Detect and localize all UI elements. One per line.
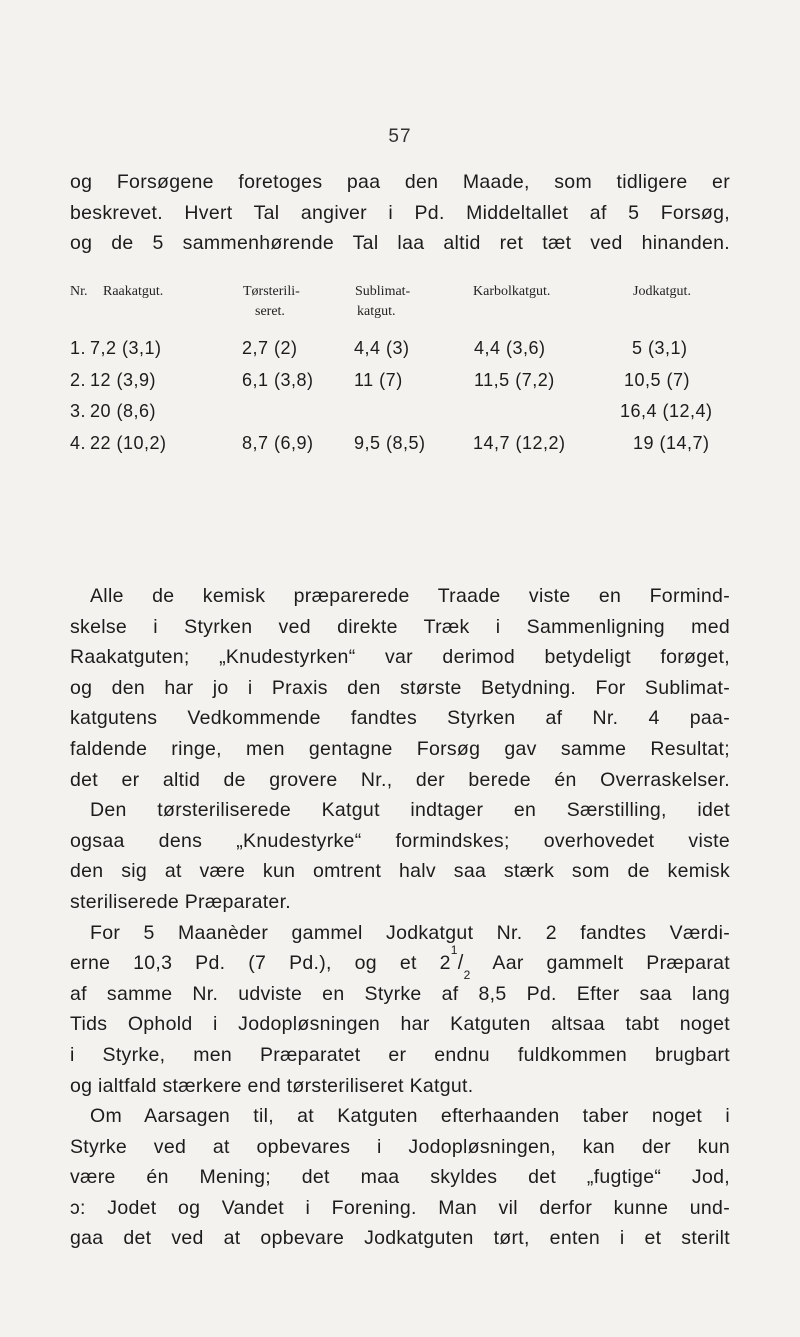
text-line [70, 856, 730, 887]
header-sublimatkatgut [355, 282, 410, 322]
header-torsteriliseret-line1: Tørsterili- [243, 284, 300, 299]
header-raakatgut [103, 282, 163, 302]
cell-jod: 10,5 (7) [624, 369, 691, 390]
text-line [70, 942, 730, 983]
text-line-content: Alle de kemisk præparerede Traade viste en Formind- [90, 585, 730, 607]
text-line [70, 642, 730, 673]
text-line [70, 1071, 730, 1102]
header-karbol-label: Karbolkatgut. [473, 284, 551, 299]
cell-nr: 3. [70, 401, 87, 421]
table-row [70, 433, 732, 465]
header-sublimat-line2: katgut. [357, 304, 396, 319]
text-line [70, 826, 730, 857]
text-line-content: i Styrke, men Præparatet er endnu fuldkommen brugbart [70, 1043, 730, 1066]
text-line-content: katgutens Vedkommende fandtes Styrken af Nr. 4 paa- [70, 707, 730, 730]
text-line-content: skelse i Styrken ved direkte Træk i Sammenligning med [70, 615, 730, 638]
cell-jod: 5 (3,1) [632, 338, 688, 358]
header-raakatgut-label: Raakatgut. [103, 284, 164, 299]
text-line-content: det er altid de grovere Nr., der berede én Overraskelser. [70, 768, 730, 791]
text-line-content: Styrke ved at opbevares i Jodopløsningen, kan der kun [70, 1135, 730, 1158]
text-line [70, 918, 730, 949]
text-line [70, 1223, 730, 1254]
cell-torsteriliseret: 2,7 (2) [242, 338, 298, 358]
text-line [70, 734, 730, 765]
text-line [70, 765, 730, 796]
cell-karbol: 14,7 (12,2) [473, 432, 566, 453]
text-line-content: være én Mening; det maa skyldes det „fugtige“ Jod, [70, 1166, 730, 1189]
text-line [70, 673, 730, 704]
cell-nr: 4. [70, 432, 87, 453]
cell-raakatgut: 12 (3,9) [90, 369, 157, 390]
fraction-denominator: 2 [463, 968, 471, 983]
text-line [70, 612, 730, 643]
text-line-content: og ialtfald stærkere end tørsteriliseret Katgut. [70, 1074, 474, 1097]
text-line [70, 795, 730, 826]
text-line [70, 979, 730, 1010]
header-jod-label: Jodkatgut. [633, 284, 691, 299]
header-jodkatgut [633, 282, 691, 302]
body-paragraphs [70, 581, 730, 1254]
fraction-slash: / [457, 952, 464, 975]
header-sublimat-line1: Sublimat- [355, 284, 411, 299]
header-torsteriliseret [243, 282, 300, 322]
text-line-content: Tids Ophold i Jodopløsningen har Katguten altsaa tabt noget [70, 1013, 730, 1036]
cell-sublimat: 4,4 (3) [354, 338, 410, 358]
text-line [70, 703, 730, 734]
table-row [70, 370, 732, 402]
text-line-content: ɔ: Jodet og Vandet i Forening. Man vil derfor kunne und- [70, 1196, 730, 1219]
text-line [70, 887, 730, 918]
text-line-content: og den har jo i Praxis den største Betydning. For Sublimat- [70, 676, 730, 699]
cell-sublimat: 11 (7) [354, 369, 403, 390]
cell-sublimat: 9,5 (8,5) [354, 432, 426, 453]
text-line: beskrevet. Hvert Tal angiver i Pd. Middeltallet af 5 Forsøg, [70, 201, 730, 224]
text-line-content: gaa det ved at opbevare Jodkatguten tørt, enten i et sterilt [70, 1227, 730, 1250]
cell-jod: 19 (14,7) [633, 432, 710, 453]
cell-torsteriliseret: 8,7 (6,9) [242, 432, 314, 453]
page-number: 57 [388, 126, 412, 147]
cell-torsteriliseret: 6,1 (3,8) [242, 369, 314, 390]
text-line-content: faldende ringe, men gentagne Forsøg gav samme Resultat; [70, 737, 730, 760]
cell-nr: 1. [70, 338, 87, 358]
text-line-content: den sig at være kun omtrent halv saa stærk som de kemisk [70, 860, 730, 883]
text-line-content: Den tørsteriliserede Katgut indtager en Særstilling, idet [90, 799, 730, 822]
table-row [70, 401, 732, 433]
table-row [70, 338, 732, 370]
intro-paragraph [70, 167, 730, 259]
text-line: og Forsøgene foretoges paa den Maade, som tidligere er [70, 171, 730, 193]
text-line-content: Raakatguten; „Knudestyrken“ var derimod betydeligt forøget, [70, 646, 730, 669]
text-line-content: Om Aarsagen til, at Katguten efterhaanden taber noget i [90, 1105, 730, 1128]
text-line [70, 581, 730, 612]
cell-karbol: 11,5 (7,2) [474, 369, 555, 390]
cell-karbol: 4,4 (3,6) [474, 338, 546, 358]
cell-raakatgut: 20 (8,6) [90, 401, 157, 421]
cell-nr: 2. [70, 369, 87, 390]
text-line-content: ogsaa dens „Knudestyrke“ formindskes; overhovedet viste [70, 829, 730, 852]
fraction-numerator: 1 [450, 942, 458, 957]
table-header [70, 282, 732, 336]
header-torsteriliseret-line2: seret. [255, 304, 285, 319]
text-line [70, 1101, 730, 1132]
text-line-content: For 5 Maanèder gammel Jodkatgut Nr. 2 fandtes Værdi- [90, 921, 730, 944]
text-line-content: steriliserede Præparater. [70, 890, 292, 913]
cell-raakatgut: 22 (10,2) [90, 432, 167, 453]
text-line-content: erne 10,3 Pd. (7 Pd.), og et 2 [70, 952, 451, 975]
header-nr-label: Nr. [70, 284, 88, 299]
header-nr [70, 282, 88, 302]
header-karbolkatgut [473, 282, 550, 302]
text-line [70, 1040, 730, 1071]
data-table [70, 338, 732, 464]
text-line-continuation: Aar gammelt Præparat [470, 952, 730, 975]
cell-jod: 16,4 (12,4) [620, 401, 713, 421]
text-line: og de 5 sammenhørende Tal laa altid ret tæt ved hinanden. [70, 232, 730, 255]
text-line [70, 1009, 730, 1040]
text-line [70, 1162, 730, 1193]
text-line-content: af samme Nr. udviste en Styrke af 8,5 Pd. Efter saa lang [70, 982, 730, 1005]
text-line [70, 1132, 730, 1163]
cell-raakatgut: 7,2 (3,1) [90, 338, 162, 358]
text-line [70, 1193, 730, 1224]
